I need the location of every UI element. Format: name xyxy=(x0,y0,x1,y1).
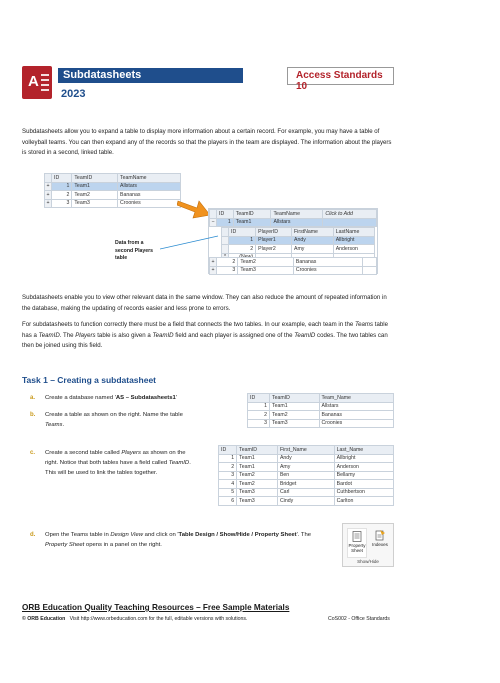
table-cell: Croonies xyxy=(293,266,363,275)
table-cell: Allstars xyxy=(118,182,181,191)
column-header: ID xyxy=(229,228,256,237)
text-run: For subdatasheets to function correctly there must be a field that connects the two tables. In our example, each team in the xyxy=(22,321,355,328)
table-cell: 2 xyxy=(229,245,256,254)
column-header: TeamID xyxy=(270,394,319,403)
table-cell: 4 xyxy=(219,480,237,489)
text-run: Players xyxy=(121,450,141,456)
table-cell: Team3 xyxy=(237,488,278,497)
table-cell: Anderson xyxy=(334,463,393,472)
footer-code: CoS002 - Office Standards xyxy=(328,616,390,622)
property-sheet-button[interactable] xyxy=(347,528,367,558)
step-b-text xyxy=(45,410,195,430)
table-cell: Team1 xyxy=(270,402,319,411)
column-header: Click to Add xyxy=(323,210,377,219)
text-run: table has a xyxy=(22,321,388,339)
text-run: Teams xyxy=(45,422,63,428)
table-cell: 2 xyxy=(217,258,238,267)
collapse-icon: − xyxy=(211,219,215,226)
table-cell: Team1 xyxy=(237,463,278,472)
table-cell: Team3 xyxy=(238,266,294,275)
column-header: TeamName xyxy=(271,210,323,219)
table-cell: Team1 xyxy=(237,454,278,463)
logo-bars-icon xyxy=(41,74,49,91)
text-run: TeamID xyxy=(38,331,60,339)
table-cell: 1 xyxy=(248,402,270,411)
standard-label: Access Standards 10 xyxy=(296,70,383,92)
column-header: LastName xyxy=(333,228,374,237)
step-letter: d. xyxy=(30,532,36,538)
text-run: '. The xyxy=(296,532,312,538)
table-row xyxy=(210,266,377,275)
table-cell: Carl xyxy=(277,488,334,497)
table-cell: 6 xyxy=(219,497,237,506)
note-line: second Players xyxy=(115,247,154,254)
table-row xyxy=(45,182,181,191)
table-cell xyxy=(323,218,377,227)
table-cell: Cindy xyxy=(277,497,334,506)
footer-title: ORB Education Quality Teaching Resources – Free Sample Materials xyxy=(22,603,290,612)
access-logo xyxy=(22,66,52,99)
column-header: TeamID xyxy=(233,210,271,219)
table-cell: 3 xyxy=(52,199,72,208)
step-a-text xyxy=(45,393,205,403)
text-run: Create a table as shown on the right. Name the table xyxy=(45,412,183,418)
table-cell: Ben xyxy=(277,471,334,480)
table-cell: 1 xyxy=(229,236,256,245)
text-run: opens in a panel on the right. xyxy=(84,542,162,548)
expanded-teams-table-rest xyxy=(209,257,377,275)
table-row xyxy=(210,218,377,227)
intro-paragraph-1: Subdatasheets allow you to expand a table to display more information about a certain record. For example, you may have a table of volleyball teams. You can then expand any of the records so that the players in the team are displayed. The information about the players is stored in a second, linked table. xyxy=(22,128,392,156)
table-cell: 2 xyxy=(248,411,270,420)
standard-box xyxy=(287,67,394,92)
table-cell: Team2 xyxy=(270,411,319,420)
text-run: . This will be used to link the tables together. xyxy=(45,460,191,476)
row-selector xyxy=(222,245,229,254)
text-run: Teams xyxy=(354,321,374,328)
table-row xyxy=(219,471,394,480)
text-run: TeamID xyxy=(294,331,316,339)
figure-teams-table xyxy=(44,173,181,208)
table-cell: Anderson xyxy=(333,245,374,254)
table-cell: Allstars xyxy=(319,402,393,411)
footer-link[interactable]: Visit http://www.orbeducation.com for the full, editable versions with solutions. xyxy=(69,616,248,622)
table-cell: Croonies xyxy=(118,199,181,208)
note-line: Data from a xyxy=(115,240,144,246)
table-row xyxy=(219,488,394,497)
task-players-table xyxy=(218,445,394,506)
text-run: TeamID xyxy=(152,331,174,339)
note-pointer-line xyxy=(160,233,220,253)
row-selector-header xyxy=(210,210,217,219)
table-cell: 1 xyxy=(217,218,234,227)
intro-paragraph-3 xyxy=(22,320,394,352)
step-letter: a. xyxy=(30,395,36,401)
text-run: field and each player is assigned one of the xyxy=(173,331,295,339)
text-run: Design View xyxy=(110,532,144,538)
table-cell: 3 xyxy=(248,419,270,428)
table-cell: Team2 xyxy=(237,480,278,489)
table-cell: Amy xyxy=(292,245,334,254)
step-letter: c. xyxy=(30,450,36,456)
table-row xyxy=(222,236,375,245)
column-header: Team_Name xyxy=(319,394,393,403)
table-row xyxy=(219,497,394,506)
column-header: PlayerID xyxy=(256,228,292,237)
text-run: Table Design / Show/Hide / Property Sheet xyxy=(178,532,297,538)
text-run: TeamID xyxy=(168,460,190,466)
table-cell: Team3 xyxy=(237,497,278,506)
column-header: FirstName xyxy=(292,228,334,237)
table-cell: 2 xyxy=(52,191,72,200)
text-run: as shown on the right. Notice that both tables have a field called xyxy=(45,450,186,466)
intro-paragraph-2: Subdatasheets enable you to view other relevant data in the same window. They can also reduce the amount of repeated information in the database, making the updating of records easier and less prone to errors. xyxy=(22,294,387,312)
table-row xyxy=(248,411,394,420)
text-run: codes. The two tables can then be joined using this field. xyxy=(22,331,388,349)
table-cell: 1 xyxy=(219,454,237,463)
expand-icon: + xyxy=(211,258,215,265)
task-heading: Task 1 – Creating a subdatasheet xyxy=(22,375,157,385)
title-bar xyxy=(58,68,243,83)
expanded-subdatasheet xyxy=(208,208,378,274)
table-cell: Bananas xyxy=(319,411,393,420)
table-cell: Team3 xyxy=(270,419,319,428)
column-header: ID xyxy=(217,210,234,219)
table-cell: Bardot xyxy=(334,480,393,489)
table-cell: Allbright xyxy=(334,454,393,463)
page-title: Subdatasheets xyxy=(63,69,142,81)
table-cell: 1 xyxy=(52,182,72,191)
logo-letter: A xyxy=(28,73,39,90)
column-header: TeamID xyxy=(72,174,118,183)
column-header: ID xyxy=(219,446,237,455)
text-run: © ORB Education xyxy=(22,616,66,622)
row-selector-header xyxy=(222,228,229,237)
table-row xyxy=(222,245,375,254)
property-sheet-label: Property Sheet xyxy=(348,543,366,553)
expanded-teams-table xyxy=(209,209,377,227)
text-run: and click on ' xyxy=(143,532,179,538)
table-cell xyxy=(363,266,377,275)
ribbon-show-hide-group xyxy=(342,523,394,567)
table-row xyxy=(219,454,394,463)
text-run: table is also given a xyxy=(95,331,153,339)
note-line: table xyxy=(115,255,128,261)
expand-icon: + xyxy=(211,267,215,274)
table-cell: Team3 xyxy=(72,199,118,208)
table-row xyxy=(219,463,394,472)
table-row xyxy=(248,419,394,428)
orange-arrow-icon xyxy=(177,196,211,220)
year: 2023 xyxy=(61,88,86,100)
text-run: Players xyxy=(75,331,96,339)
text-run: Create a second table called xyxy=(45,450,122,456)
step-letter: b. xyxy=(30,412,36,418)
table-cell: 2 xyxy=(219,463,237,472)
table-cell: Andy xyxy=(277,454,334,463)
table-cell xyxy=(363,258,377,267)
text-run: ' xyxy=(175,395,177,401)
table-cell: Team1 xyxy=(233,218,271,227)
table-cell: Team2 xyxy=(238,258,294,267)
table-cell: Bellamy xyxy=(334,471,393,480)
column-header: First_Name xyxy=(277,446,334,455)
table-row xyxy=(210,258,377,267)
table-cell: Player1 xyxy=(256,236,292,245)
table-row xyxy=(45,199,181,208)
table-cell: 5 xyxy=(219,488,237,497)
footer-copyright xyxy=(22,616,247,622)
expand-icon: + xyxy=(46,183,50,190)
row-selector-header xyxy=(45,174,52,183)
table-cell: Team1 xyxy=(72,182,118,191)
column-header: Last_Name xyxy=(334,446,393,455)
table-cell: Cuthbertson xyxy=(334,488,393,497)
text-run: AS – Subdatasheets1 xyxy=(115,395,176,401)
column-header: TeamName xyxy=(118,174,181,183)
table-cell: Allstars xyxy=(271,218,323,227)
column-header: ID xyxy=(52,174,72,183)
table-cell: Andy xyxy=(292,236,334,245)
table-cell: 3 xyxy=(219,471,237,480)
indexes-label: Indexes xyxy=(372,542,388,547)
table-cell: Croonies xyxy=(319,419,393,428)
expand-icon: + xyxy=(46,200,50,207)
text-run: . The xyxy=(59,331,76,339)
table-row xyxy=(45,191,181,200)
table-cell: Player2 xyxy=(256,245,292,254)
indexes-button[interactable] xyxy=(370,528,390,558)
task-teams-table xyxy=(247,393,394,428)
table-cell: Bananas xyxy=(118,191,181,200)
table-cell: Bananas xyxy=(293,258,363,267)
row-selector xyxy=(222,236,229,245)
table-row xyxy=(248,402,394,411)
expand-icon: + xyxy=(46,191,50,198)
indexes-icon xyxy=(375,530,385,541)
table-cell: Team2 xyxy=(237,471,278,480)
table-cell: Allbright xyxy=(333,236,374,245)
table-row xyxy=(219,480,394,489)
text-run: Create a database named ' xyxy=(45,395,116,401)
table-cell: 3 xyxy=(217,266,238,275)
text-run: Property Sheet xyxy=(45,542,85,548)
step-d-text xyxy=(45,530,330,550)
column-header: TeamID xyxy=(237,446,278,455)
property-sheet-icon xyxy=(352,531,362,542)
table-cell: Bridget xyxy=(277,480,334,489)
step-c-text xyxy=(45,448,195,478)
column-header: ID xyxy=(248,394,270,403)
text-run: . xyxy=(62,422,65,428)
table-cell: Carlton xyxy=(334,497,393,506)
table-cell: Amy xyxy=(277,463,334,472)
text-run: Open the Teams table in xyxy=(45,532,111,538)
table-cell: Team2 xyxy=(72,191,118,200)
figure-note xyxy=(115,240,153,263)
group-label: Show/Hide xyxy=(357,559,379,564)
